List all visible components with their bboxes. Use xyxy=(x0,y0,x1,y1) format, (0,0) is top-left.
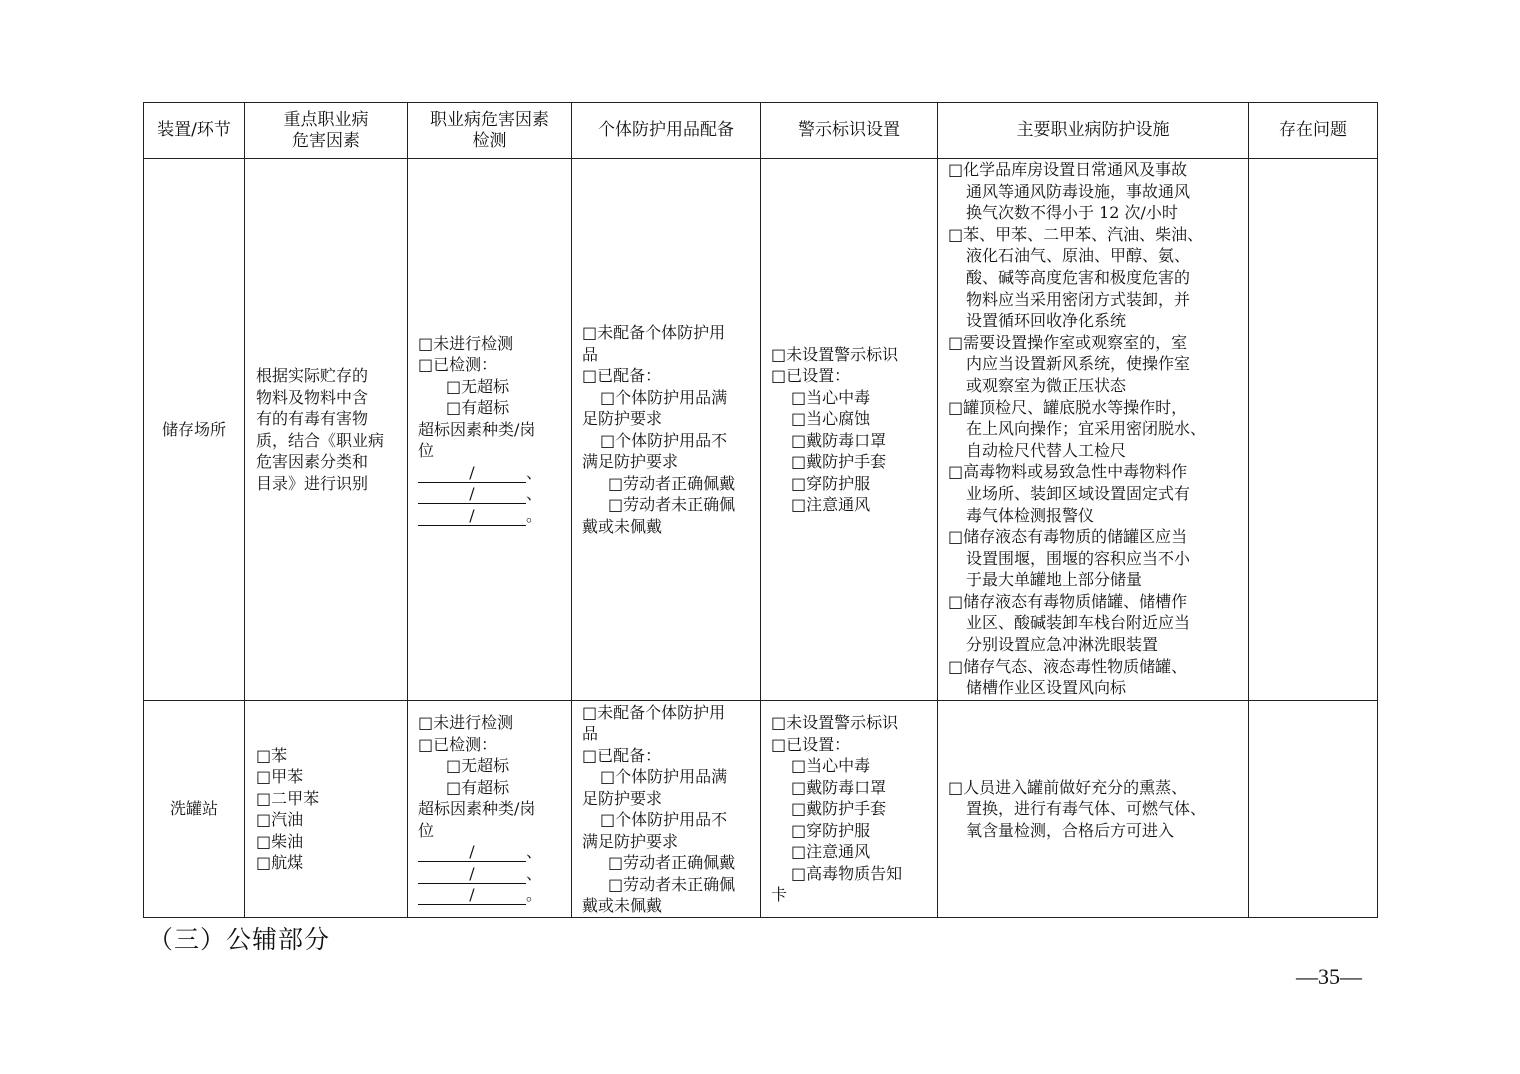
sign-item-checkbox[interactable]: □穿防护服 xyxy=(791,820,871,840)
facility-item-cont: 换气次数不得小于 12 次/小时 xyxy=(966,203,1178,223)
exceed-checkbox[interactable]: □有超标 xyxy=(446,777,510,797)
meets-cont: 足防护要求 xyxy=(582,409,663,428)
not-tested-checkbox[interactable]: □未进行检测 xyxy=(418,713,514,733)
ppe-cell xyxy=(572,701,761,918)
facility-item-cont: 物料应当采用密闭方式装卸，并 xyxy=(966,289,1191,309)
hazard-cell xyxy=(245,701,408,918)
place-cell: 储存场所 xyxy=(144,159,245,701)
issues-cell[interactable] xyxy=(1249,159,1378,701)
sign-item-checkbox[interactable]: □注意通风 xyxy=(791,495,871,514)
sign-item-checkbox[interactable]: □戴防护手套 xyxy=(791,799,887,819)
inspection-table xyxy=(143,102,1378,918)
hazard-item-checkbox[interactable]: □柴油 xyxy=(256,831,304,851)
not-equipped-cont: 品 xyxy=(582,724,599,743)
hazard-cell xyxy=(245,159,408,701)
facility-item-cont: 酸、碱等高度危害和极度危害的 xyxy=(966,267,1191,287)
detection-cell xyxy=(408,159,572,701)
facility-item-checkbox[interactable] xyxy=(948,777,1242,842)
detection-cell xyxy=(408,701,572,918)
header-place: 装置/环节 xyxy=(144,103,245,159)
facility-item-cont: 设置循环回收净化系统 xyxy=(966,311,1127,331)
signs-not-set-checkbox[interactable]: □未设置警示标识 xyxy=(771,344,899,364)
meets-checkbox[interactable]: □个体防护用品满 xyxy=(600,767,728,786)
wears-incorrect-checkbox[interactable]: □劳动者未正确佩 xyxy=(608,874,736,894)
facility-item-cont: 储槽作业区设置风向标 xyxy=(966,678,1127,698)
wears-incorrect-cont: 戴或未佩戴 xyxy=(582,516,663,536)
not-meets-checkbox[interactable]: □个体防护用品不 xyxy=(600,430,728,450)
facility-item-line: □需要设置操作室或观察室的，室 xyxy=(948,332,1188,352)
fill-blank-line[interactable]: / 、 xyxy=(418,863,563,885)
exceed-types-label: 位 xyxy=(418,441,435,461)
hazard-item-checkbox[interactable]: □汽油 xyxy=(256,810,304,829)
facility-item-checkbox[interactable] xyxy=(948,224,1242,332)
facility-item-cont: 毒气体检测报警仪 xyxy=(966,505,1095,525)
facility-item-line: □人员进入罐前做好充分的熏蒸、 xyxy=(948,777,1188,797)
tested-checkbox[interactable]: □已检测： xyxy=(418,734,498,754)
signs-cell xyxy=(761,159,938,701)
meets-checkbox[interactable]: □个体防护用品满 xyxy=(600,387,728,407)
meets-cont: 足防护要求 xyxy=(582,788,663,808)
facility-item-cont: 或观察室为微正压状态 xyxy=(966,375,1127,395)
facility-item-cont: 自动检尺代替人工检尺 xyxy=(966,440,1127,460)
signs-cell xyxy=(761,701,938,918)
hazard-item-checkbox[interactable]: □二甲苯 xyxy=(256,788,320,808)
no-exceed-checkbox[interactable]: □无超标 xyxy=(446,756,510,776)
not-equipped-checkbox[interactable]: □未配备个体防护用 xyxy=(582,323,726,342)
facilities-cell xyxy=(938,701,1249,918)
header-hazard: 重点职业病 危害因素 xyxy=(245,103,408,159)
facility-item-cont: 设置围堰，围堰的容积应当不小 xyxy=(966,548,1191,568)
hazard-text-line: 物料及物料中含 xyxy=(256,387,369,407)
facility-item-cont: 置换，进行有毒气体、可燃气体、 xyxy=(966,799,1207,819)
fill-blank-line[interactable]: / 、 xyxy=(418,483,563,505)
facility-item-line: □罐顶检尺、罐底脱水等操作时， xyxy=(948,397,1188,417)
hazard-text-line: 有的有毒有害物 xyxy=(256,409,369,428)
hazard-item-checkbox[interactable]: □甲苯 xyxy=(256,767,304,786)
facilities-cell xyxy=(938,159,1249,701)
facility-item-checkbox[interactable] xyxy=(948,591,1242,656)
hazard-text-line: 质，结合《职业病 xyxy=(256,430,385,450)
facility-item-cont: 业场所、装卸区域设置固定式有 xyxy=(966,483,1191,503)
hazard-item-checkbox[interactable]: □航煤 xyxy=(256,853,304,872)
signs-set-checkbox[interactable]: □已设置： xyxy=(771,734,851,754)
exceed-checkbox[interactable]: □有超标 xyxy=(446,398,510,418)
sign-item-checkbox[interactable]: □戴防毒口罩 xyxy=(791,777,887,797)
table-row-storage xyxy=(144,159,1378,701)
facility-item-line: □储存液态有毒物质储罐、储槽作 xyxy=(948,591,1188,611)
sign-item-checkbox[interactable]: □戴防护手套 xyxy=(791,452,887,471)
facility-item-line: □化学品库房设置日常通风及事故 xyxy=(948,160,1188,179)
fill-blank-line[interactable]: / 、 xyxy=(418,462,563,484)
facility-item-line: □储存液态有毒物质的储罐区应当 xyxy=(948,527,1188,547)
not-meets-cont: 满足防护要求 xyxy=(582,831,679,851)
tested-checkbox[interactable]: □已检测： xyxy=(418,355,498,375)
signs-not-set-checkbox[interactable]: □未设置警示标识 xyxy=(771,713,899,733)
sign-item-checkbox[interactable]: □高毒物质告知 xyxy=(791,863,903,883)
not-equipped-checkbox[interactable]: □未配备个体防护用 xyxy=(582,702,726,722)
facility-item-checkbox[interactable] xyxy=(948,159,1242,224)
fill-blank-line[interactable]: / 。 xyxy=(418,884,563,906)
signs-set-checkbox[interactable]: □已设置： xyxy=(771,366,851,385)
sign-item-checkbox[interactable]: □当心中毒 xyxy=(791,387,871,407)
ppe-cell xyxy=(572,159,761,701)
sign-item-cont: 卡 xyxy=(771,885,788,905)
hazard-text-line: 根据实际贮存的 xyxy=(256,366,369,385)
place-cell: 洗罐站 xyxy=(144,701,245,918)
not-meets-checkbox[interactable]: □个体防护用品不 xyxy=(600,810,728,829)
page-number: —35— xyxy=(1296,964,1362,989)
sign-item-checkbox[interactable]: □注意通风 xyxy=(791,842,871,862)
wears-incorrect-checkbox[interactable]: □劳动者未正确佩 xyxy=(608,495,736,514)
facility-item-checkbox[interactable] xyxy=(948,656,1242,699)
sign-item-checkbox[interactable]: □戴防毒口罩 xyxy=(791,430,887,450)
sign-item-checkbox[interactable]: □穿防护服 xyxy=(791,473,871,493)
wears-incorrect-cont: 戴或未佩戴 xyxy=(582,896,663,915)
facility-item-line: □高毒物料或易致急性中毒物料作 xyxy=(948,462,1188,482)
facility-item-cont: 于最大单罐地上部分储量 xyxy=(966,570,1143,590)
exceed-types-label: 超标因素种类/岗 xyxy=(418,419,536,439)
table-row-tank-washing xyxy=(144,701,1378,918)
no-exceed-checkbox[interactable]: □无超标 xyxy=(446,376,510,396)
facility-item-line: □储存气态、液态毒性物质储罐、 xyxy=(948,656,1188,676)
exceed-types-label: 位 xyxy=(418,820,435,840)
not-meets-cont: 满足防护要求 xyxy=(582,452,679,471)
facility-item-checkbox[interactable] xyxy=(948,461,1242,526)
header-facilities: 主要职业病防护设施 xyxy=(938,103,1249,159)
facility-item-cont: 业区、酸碱装卸车栈台附近应当 xyxy=(966,613,1191,633)
facility-item-cont: 在上风向操作；宜采用密闭脱水、 xyxy=(966,419,1207,439)
issues-cell[interactable] xyxy=(1249,701,1378,918)
sign-item-checkbox[interactable]: □当心中毒 xyxy=(791,756,871,776)
equipped-checkbox[interactable]: □已配备： xyxy=(582,366,662,385)
hazard-item-checkbox[interactable]: □苯 xyxy=(256,745,288,765)
section-title: （三）公辅部分 xyxy=(148,925,331,954)
facility-item-cont: 通风等通风防毒设施，事故通风 xyxy=(966,181,1191,201)
exceed-types-label: 超标因素种类/岗 xyxy=(418,799,536,819)
header-detection: 职业病危害因素 检测 xyxy=(408,103,572,159)
header-ppe: 个体防护用品配备 xyxy=(572,103,761,159)
fill-blank-line[interactable]: / 。 xyxy=(418,505,563,527)
wears-correct-checkbox[interactable]: □劳动者正确佩戴 xyxy=(608,853,736,872)
facility-item-checkbox[interactable] xyxy=(948,397,1242,462)
facility-item-checkbox[interactable] xyxy=(948,332,1242,397)
header-signs: 警示标识设置 xyxy=(761,103,938,159)
not-tested-checkbox[interactable]: □未进行检测 xyxy=(418,333,514,353)
not-equipped-cont: 品 xyxy=(582,344,599,364)
facility-item-cont: 氧含量检测，合格后方可进入 xyxy=(966,820,1175,840)
facility-item-cont: 内应当设置新风系统，使操作室 xyxy=(966,354,1191,374)
wears-correct-checkbox[interactable]: □劳动者正确佩戴 xyxy=(608,473,736,493)
hazard-text-line: 目录》进行识别 xyxy=(256,473,369,493)
fill-blank-line[interactable]: / 、 xyxy=(418,841,563,863)
facility-item-checkbox[interactable] xyxy=(948,526,1242,591)
equipped-checkbox[interactable]: □已配备： xyxy=(582,745,662,765)
facility-item-cont: 液化石油气、原油、甲醇、氨、 xyxy=(966,246,1191,266)
facility-item-cont: 分别设置应急冲淋洗眼装置 xyxy=(966,635,1159,655)
hazard-text-line: 危害因素分类和 xyxy=(256,452,369,471)
table-header-row xyxy=(144,103,1378,159)
facility-item-line: □苯、甲苯、二甲苯、汽油、柴油、 xyxy=(948,224,1204,244)
header-issues: 存在问题 xyxy=(1249,103,1378,159)
sign-item-checkbox[interactable]: □当心腐蚀 xyxy=(791,409,871,428)
